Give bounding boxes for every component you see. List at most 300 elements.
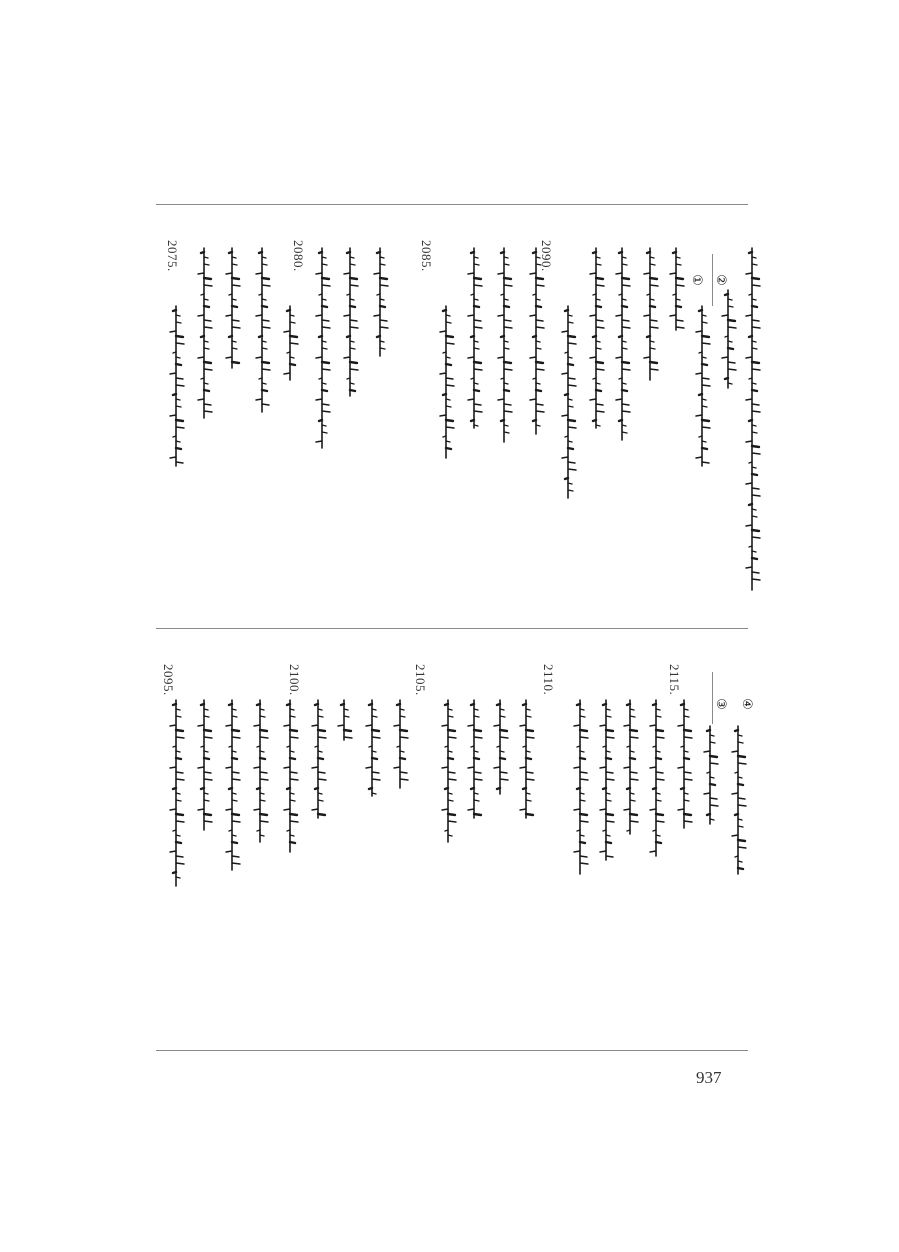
script-glyph [565,394,568,395]
script-glyph [656,772,663,773]
script-glyph [749,420,752,421]
script-glyph [565,310,568,311]
script-glyph [260,772,267,773]
script-glyph [600,851,606,852]
script-glyph [176,343,184,344]
script-glyph [752,390,757,391]
script-glyph [474,793,478,794]
script-glyph [322,320,329,321]
script-glyph [290,772,297,773]
script-glyph [622,327,630,328]
script-glyph [226,357,232,358]
script-glyph [580,716,585,717]
script-glyph [619,294,622,295]
script-glyph [622,278,629,279]
script-glyph [372,730,379,731]
script-glyph [735,856,738,857]
script-glyph [173,830,176,831]
script-glyph [725,294,728,295]
script-glyph [616,399,622,400]
script-glyph [752,467,756,468]
script-glyph [369,704,372,705]
script-glyph [678,767,684,768]
script-glyph [471,336,474,337]
script-glyph [498,273,504,274]
script-glyph [622,299,626,300]
script-glyph [400,779,408,780]
script-glyph [684,821,692,822]
script-glyph [446,378,453,379]
script-glyph [400,772,407,773]
script-glyph [290,793,294,794]
script-glyph [260,758,265,759]
script-glyph [523,746,526,747]
script-glyph [752,446,759,447]
script-glyph [684,751,688,752]
script-glyph [533,252,536,253]
script-glyph [656,842,661,843]
script-glyph [622,306,627,307]
script-glyph [229,704,232,705]
script-glyph [260,779,268,780]
script-glyph [530,357,536,358]
script-glyph [372,709,376,710]
script-glyph [290,800,295,801]
script-glyph [725,336,728,337]
script-glyph [232,821,240,822]
script-glyph [526,758,531,759]
script-glyph [577,788,580,789]
script-glyph [347,294,350,295]
script-glyph [606,737,614,738]
script-glyph [284,767,290,768]
script-glyph [312,767,318,768]
script-glyph [749,504,752,505]
script-glyph [260,793,264,794]
script-glyph [448,716,453,717]
script-glyph [471,788,474,789]
script-glyph [232,709,236,710]
line-number: 2075. [165,240,180,272]
script-glyph [504,362,511,363]
script-glyph [374,273,380,274]
script-glyph [580,709,584,710]
script-glyph [673,252,676,253]
script-glyph [684,758,689,759]
script-glyph [710,805,718,806]
script-glyph [316,441,322,442]
script-glyph [474,306,479,307]
script-glyph [568,378,575,379]
script-glyph [749,252,752,253]
script-glyph [500,772,507,773]
script-glyph [630,730,637,731]
script-glyph [630,779,638,780]
script-glyph [341,704,344,705]
script-glyph [443,352,446,353]
script-glyph [232,835,236,836]
script-glyph [377,294,380,295]
script-glyph [536,327,544,328]
script-glyph [530,273,536,274]
script-glyph [722,315,728,316]
script-glyph [738,756,745,757]
script-glyph [702,364,707,365]
script-glyph [372,779,380,780]
script-glyph [474,257,478,258]
script-glyph [372,758,377,759]
script-glyph [702,427,710,428]
script-glyph [232,341,236,342]
script-glyph [702,357,706,358]
script-glyph [232,800,237,801]
script-glyph [644,273,650,274]
script-glyph [229,294,232,295]
script-glyph [316,315,322,316]
script-glyph [198,273,204,274]
script-glyph [226,809,232,810]
script-glyph [596,404,603,405]
script-glyph [501,294,504,295]
script-glyph [596,369,604,370]
script-glyph [204,264,209,265]
script-glyph [232,278,239,279]
footnote-marker: ② [713,274,728,286]
script-glyph [622,362,629,363]
script-glyph [474,327,482,328]
script-glyph [501,252,504,253]
script-glyph [606,856,613,857]
script-glyph [504,341,508,342]
script-glyph [600,809,606,810]
footnote-marker: ① [689,274,704,286]
script-glyph [347,336,350,337]
script-glyph [176,730,183,731]
script-glyph [287,310,290,311]
script-glyph [260,835,264,836]
script-glyph [752,348,757,349]
script-glyph [259,378,262,379]
script-glyph [699,394,702,395]
script-glyph [471,704,474,705]
line-number: 2095. [161,664,176,696]
script-glyph [580,835,584,836]
script-glyph [446,336,453,337]
script-glyph [170,415,176,416]
script-glyph [526,772,533,773]
script-glyph [232,856,239,857]
script-glyph [257,788,260,789]
script-glyph [627,788,630,789]
script-glyph [710,742,715,743]
script-glyph [204,737,212,738]
script-glyph [650,348,655,349]
script-glyph [366,767,372,768]
script-glyph [752,432,757,433]
script-glyph [262,369,270,370]
script-glyph [606,730,613,731]
script-glyph [262,341,266,342]
script-glyph [448,751,452,752]
script-glyph [699,352,702,353]
script-glyph [606,793,610,794]
script-glyph [394,725,400,726]
script-glyph [568,406,573,407]
script-glyph [201,788,204,789]
script-glyph [204,751,208,752]
script-glyph [568,399,572,400]
script-glyph [606,835,610,836]
script-glyph [173,394,176,395]
script-glyph [176,462,183,463]
script-glyph [176,385,184,386]
script-glyph [568,336,575,337]
script-glyph [176,758,181,759]
script-glyph [738,868,743,869]
script-glyph [173,872,176,873]
script-glyph [262,306,267,307]
script-glyph [681,788,684,789]
script-glyph [728,299,732,300]
script-glyph [593,378,596,379]
script-glyph [226,315,232,316]
script-glyph [500,716,505,717]
script-glyph [446,441,450,442]
script-glyph [650,306,655,307]
script-glyph [738,805,746,806]
script-glyph [474,411,482,412]
script-glyph [526,716,531,717]
script-glyph [198,809,204,810]
script-glyph [650,725,656,726]
script-glyph [322,348,327,349]
script-glyph [568,420,575,421]
script-glyph [290,357,294,358]
script-glyph [322,411,330,412]
script-glyph [624,767,630,768]
script-glyph [606,751,610,752]
script-glyph [446,420,453,421]
script-glyph [176,406,181,407]
script-glyph [448,772,455,773]
script-glyph [650,809,656,810]
script-glyph [504,306,509,307]
script-glyph [752,383,756,384]
script-glyph [710,777,714,778]
script-glyph [647,294,650,295]
script-glyph [746,483,752,484]
script-glyph [173,352,176,353]
script-glyph [173,746,176,747]
script-glyph [176,842,181,843]
script-glyph [322,257,326,258]
line-number: 2090. [539,240,554,272]
script-glyph [344,273,350,274]
script-glyph [574,767,580,768]
script-glyph [738,784,743,785]
script-glyph [204,327,212,328]
script-glyph [526,751,530,752]
script-glyph [290,779,298,780]
script-glyph [350,264,355,265]
script-glyph [290,322,295,323]
script-glyph [504,432,509,433]
script-glyph [350,327,358,328]
script-glyph [377,252,380,253]
script-glyph [474,779,482,780]
script-glyph [318,737,326,738]
script-glyph [344,737,352,738]
script-glyph [232,306,237,307]
script-glyph [596,285,604,286]
script-glyph [176,364,181,365]
script-glyph [284,373,290,374]
script-glyph [198,725,204,726]
script-glyph [596,278,603,279]
script-glyph [232,348,237,349]
script-glyph [603,746,606,747]
script-glyph [752,572,759,573]
script-glyph [526,730,533,731]
script-glyph [702,399,706,400]
script-glyph [474,800,479,801]
script-glyph [400,758,405,759]
script-glyph [728,320,735,321]
script-glyph [442,767,448,768]
line-number: 2100. [287,664,302,696]
script-glyph [619,252,622,253]
script-glyph [752,474,757,475]
script-glyph [259,336,262,337]
script-glyph [501,336,504,337]
script-glyph [262,285,270,286]
script-glyph [176,441,180,442]
script-glyph [684,793,688,794]
script-glyph [752,299,756,300]
script-glyph [229,252,232,253]
script-glyph [710,735,714,736]
script-glyph [474,709,478,710]
script-glyph [440,373,446,374]
script-glyph [656,814,663,815]
script-glyph [380,341,384,342]
script-glyph [232,327,240,328]
script-glyph [318,730,325,731]
script-glyph [728,369,736,370]
script-glyph [504,383,508,384]
script-glyph [290,709,294,710]
script-glyph [201,378,204,379]
script-glyph [262,390,267,391]
script-glyph [752,327,760,328]
script-glyph [653,830,656,831]
script-glyph [622,341,626,342]
script-glyph [318,751,322,752]
script-glyph [746,525,752,526]
script-glyph [260,737,268,738]
script-glyph [176,399,180,400]
script-glyph [624,725,630,726]
script-glyph [400,709,404,710]
script-glyph [622,383,626,384]
script-glyph [568,357,572,358]
script-glyph [647,252,650,253]
script-glyph [520,767,526,768]
script-glyph [322,306,327,307]
script-glyph [290,343,298,344]
script-glyph [504,299,508,300]
script-glyph [738,763,746,764]
script-glyph [471,294,474,295]
script-glyph [702,315,706,316]
script-glyph [201,252,204,253]
script-glyph [232,285,240,286]
script-glyph [656,793,660,794]
script-glyph [204,320,211,321]
script-glyph [752,362,759,363]
script-glyph [173,436,176,437]
script-glyph [446,343,454,344]
script-glyph [650,320,657,321]
script-glyph [504,278,511,279]
script-glyph [738,735,742,736]
script-glyph [318,758,323,759]
script-glyph [256,357,262,358]
script-glyph [624,809,630,810]
script-glyph [204,369,212,370]
script-glyph [256,315,262,316]
script-glyph [752,516,757,517]
script-glyph [257,746,260,747]
script-glyph [627,830,630,831]
script-glyph [746,567,752,568]
script-glyph [678,725,684,726]
script-glyph [746,441,752,442]
script-glyph [315,704,318,705]
script-glyph [622,264,627,265]
script-glyph [630,793,634,794]
script-glyph [702,336,709,337]
script-glyph [204,278,211,279]
script-glyph [752,264,757,265]
script-glyph [732,793,738,794]
script-glyph [536,341,540,342]
script-glyph [596,264,601,265]
script-glyph [568,469,576,470]
script-glyph [702,385,710,386]
script-glyph [650,278,657,279]
script-glyph [176,821,184,822]
script-glyph [630,737,638,738]
script-glyph [504,390,509,391]
script-glyph [565,436,568,437]
script-glyph [397,704,400,705]
script-glyph [752,320,759,321]
script-glyph [440,415,446,416]
script-glyph [344,730,351,731]
script-glyph [650,341,654,342]
script-glyph [350,362,357,363]
script-glyph [232,779,240,780]
script-glyph [498,315,504,316]
script-glyph [752,341,756,342]
script-glyph [322,432,327,433]
script-glyph [580,737,588,738]
script-glyph [738,777,742,778]
script-glyph [696,331,702,332]
script-glyph [728,348,733,349]
script-glyph [749,336,752,337]
